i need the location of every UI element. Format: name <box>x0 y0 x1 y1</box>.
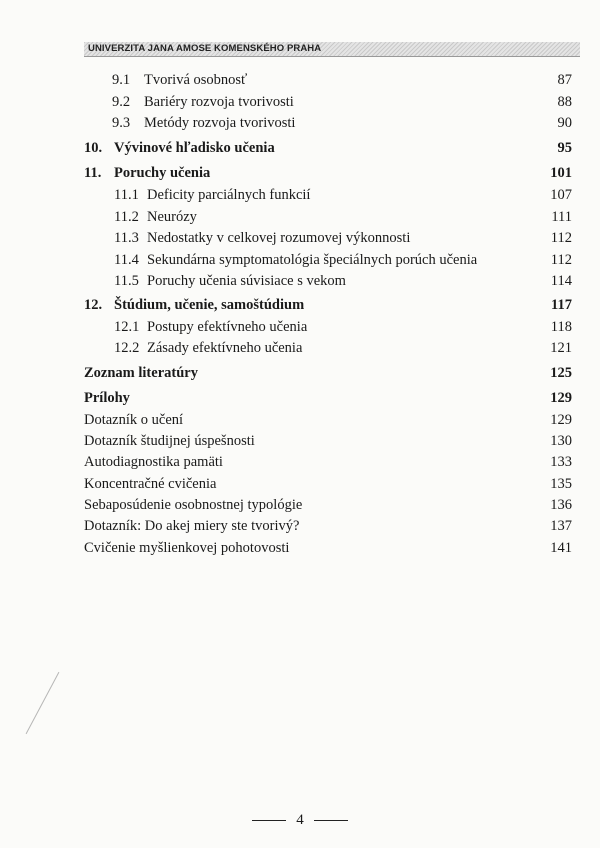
toc-entry <box>84 207 572 227</box>
toc-entry <box>84 452 572 472</box>
toc-entry-page: 101 <box>550 165 572 181</box>
toc-entry-title: Neurózy <box>147 209 197 225</box>
toc-entry-page: 90 <box>557 115 572 131</box>
footer-dash-left <box>252 820 286 821</box>
toc-entry-number: 9.2 <box>112 94 131 110</box>
footer-dash-right <box>314 820 348 821</box>
toc-entry-number: 12.2 <box>114 340 140 356</box>
toc-entry-page: 136 <box>550 497 572 513</box>
toc-entry <box>84 271 572 291</box>
toc-entry-title: Zásady efektívneho učenia <box>147 340 303 356</box>
toc-entry <box>84 92 572 112</box>
toc-entry-number: 11.1 <box>114 187 139 203</box>
toc-entry-page: 137 <box>550 518 572 534</box>
toc-entry-title: Sebaposúdenie osobnostnej typológie <box>84 497 303 513</box>
toc-entry-title: Dotazník o učení <box>84 412 184 428</box>
toc-entry-page: 118 <box>550 319 572 335</box>
toc-entry-page: 107 <box>550 187 572 203</box>
toc-entry-number: 11.5 <box>114 273 139 289</box>
toc-entry <box>84 495 572 515</box>
toc-entry-title: Metódy rozvoja tvorivosti <box>144 115 296 131</box>
toc-entry-page: 129 <box>550 390 572 406</box>
toc-entry <box>84 538 572 558</box>
toc-entry <box>84 431 572 451</box>
toc-entry-page: 141 <box>550 540 572 556</box>
toc-entry <box>84 138 572 158</box>
toc-entry-number: 10. <box>84 140 103 156</box>
toc-entry-page: 129 <box>550 412 572 428</box>
toc-entry-title: Prílohy <box>84 390 130 406</box>
toc-entry-page: 130 <box>550 433 572 449</box>
toc-entry <box>84 388 572 408</box>
toc-entry-page: 121 <box>550 340 572 356</box>
toc-entry-title: Deficity parciálnych funkcií <box>147 187 311 203</box>
toc-entry-page: 117 <box>551 297 572 313</box>
toc-entry <box>84 163 572 183</box>
toc-entry-title: Poruchy učenia súvisiace s vekom <box>147 273 346 289</box>
toc-entry-page: 125 <box>550 365 572 381</box>
toc-entry-title: Dotazník študijnej úspešnosti <box>84 433 255 449</box>
toc-entry-number: 11.3 <box>114 230 139 246</box>
running-header <box>84 42 580 57</box>
toc-entry-title: Zoznam literatúry <box>84 365 198 381</box>
toc-entry-title: Poruchy učenia <box>114 165 211 181</box>
toc-entry-number: 9.3 <box>112 115 131 131</box>
toc-entry <box>84 516 572 536</box>
toc-entry-number: 12.1 <box>114 319 140 335</box>
toc-entry-title: Autodiagnostika pamäti <box>84 454 223 470</box>
toc-entry-title: Koncentračné cvičenia <box>84 476 217 492</box>
toc-entry <box>84 70 572 90</box>
toc-entry <box>84 338 572 358</box>
toc-entry <box>84 228 572 248</box>
toc-entry <box>84 363 572 383</box>
page-number: 4 <box>296 812 304 828</box>
toc-entry-number: 11.4 <box>114 252 139 268</box>
toc-entry <box>84 113 572 133</box>
toc-entry-page: 112 <box>550 230 572 246</box>
toc-entry-title: Dotazník: Do akej miery ste tvorivý? <box>84 518 300 534</box>
scan-mark <box>26 672 60 734</box>
toc-entry-page: 111 <box>551 209 572 225</box>
toc-entry-title: Vývinové hľadisko učenia <box>114 140 275 156</box>
toc-entry-title: Bariéry rozvoja tvorivosti <box>144 94 294 110</box>
toc-entry-page: 114 <box>550 273 572 289</box>
toc-entry-page: 95 <box>557 140 572 156</box>
toc-entry <box>84 317 572 337</box>
toc-entry <box>84 410 572 430</box>
toc-entry-page: 135 <box>550 476 572 492</box>
toc-entry-title: Štúdium, učenie, samoštúdium <box>114 297 305 313</box>
toc-entry-title: Postupy efektívneho učenia <box>147 319 308 335</box>
toc-entry-page: 112 <box>550 252 572 268</box>
toc-entry-page: 87 <box>557 72 572 88</box>
toc-entry-title: Tvorivá osobnosť <box>144 72 248 88</box>
page-footer <box>0 812 600 829</box>
toc-entry-page: 133 <box>550 454 572 470</box>
toc-entry <box>84 185 572 205</box>
toc-entry-title: Cvičenie myšlienkovej pohotovosti <box>84 540 290 556</box>
toc-entry-title: Nedostatky v celkovej rozumovej výkonnosti <box>147 230 411 246</box>
toc-entry-page: 88 <box>557 94 572 110</box>
toc-entry <box>84 295 572 315</box>
header-university: UNIVERZITA JANA AMOSE KOMENSKÉHO PRAHA <box>88 43 322 54</box>
toc-entry-number: 11.2 <box>114 209 139 225</box>
toc-entry-number: 11. <box>84 165 102 181</box>
toc-entry <box>84 474 572 494</box>
toc-entry-title: Sekundárna symptomatológia špeciálnych porúch učenia <box>147 252 478 268</box>
toc-entry-number: 9.1 <box>112 72 131 88</box>
toc-entry-number: 12. <box>84 297 103 313</box>
toc-entry <box>84 250 572 270</box>
